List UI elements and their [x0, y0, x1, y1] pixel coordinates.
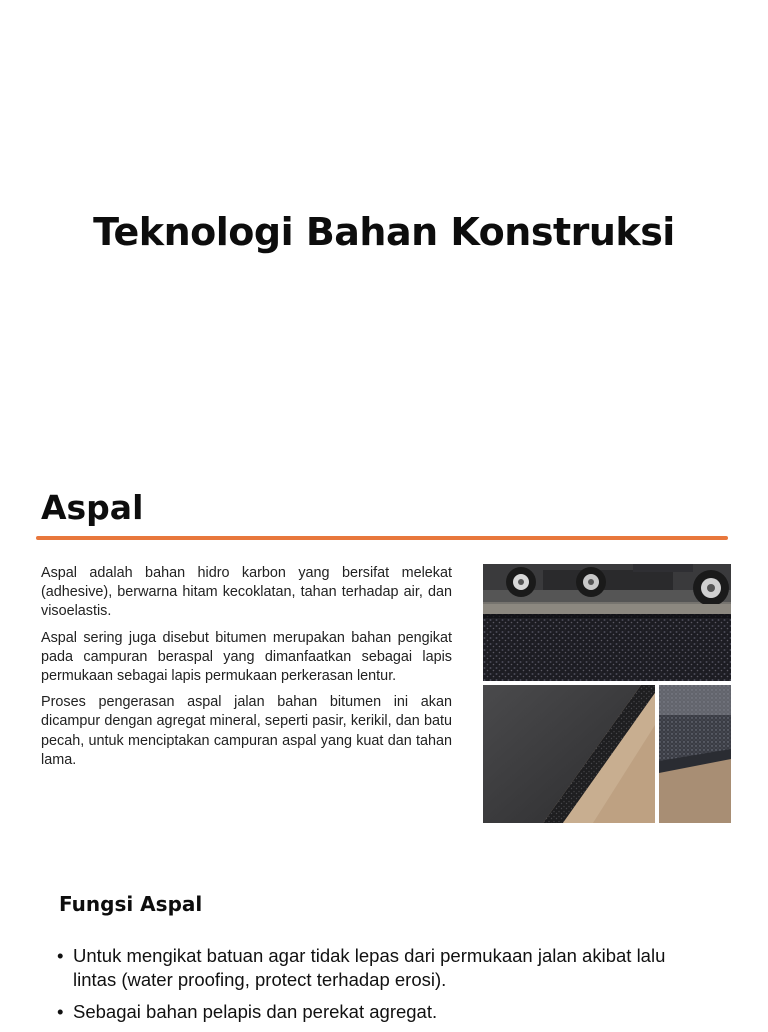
presentation-title: Teknologi Bahan Konstruksi [93, 210, 675, 254]
aspal-slide [0, 440, 768, 860]
list-item: • Sebagai bahan pelapis dan perekat agregat. [57, 1000, 697, 1024]
accent-rule [36, 536, 728, 540]
asphalt-road-edge-photo [483, 685, 655, 823]
section-heading: Aspal [41, 488, 144, 527]
cover-slide [0, 0, 768, 440]
paragraph-bitumen: Aspal sering juga disebut bitumen merupakan bahan pengikat pada campuran beraspal yang dimanfaatkan sebagai lapis permukaan sebagai lapis permukaan perkerasan lentur. [41, 629, 452, 685]
aspal-description [41, 564, 452, 777]
sub-heading: Fungsi Aspal [59, 892, 203, 916]
asphalt-texture-photo [659, 685, 731, 823]
list-item: • Untuk mengikat batuan agar tidak lepas dari permukaan jalan akibat lalu lintas (water proofing, protect terhadap erosi). [57, 944, 697, 992]
asphalt-paving-truck-photo [483, 564, 731, 681]
paragraph-process: Proses pengerasan aspal jalan bahan bitumen ini akan dicampur dengan agregat mineral, seperti pasir, kerikil, dan batu pecah, untuk menciptakan campuran aspal yang kuat dan tahan lama. [41, 694, 452, 768]
paragraph-definition: Aspal adalah bahan hidro karbon yang bersifat melekat (adhesive), berwarna hitam kecoklatan, tahan terhadap air, dan visoelastis. [41, 565, 452, 620]
function-list [57, 944, 697, 1032]
fungsi-aspal-slide [0, 860, 768, 1024]
